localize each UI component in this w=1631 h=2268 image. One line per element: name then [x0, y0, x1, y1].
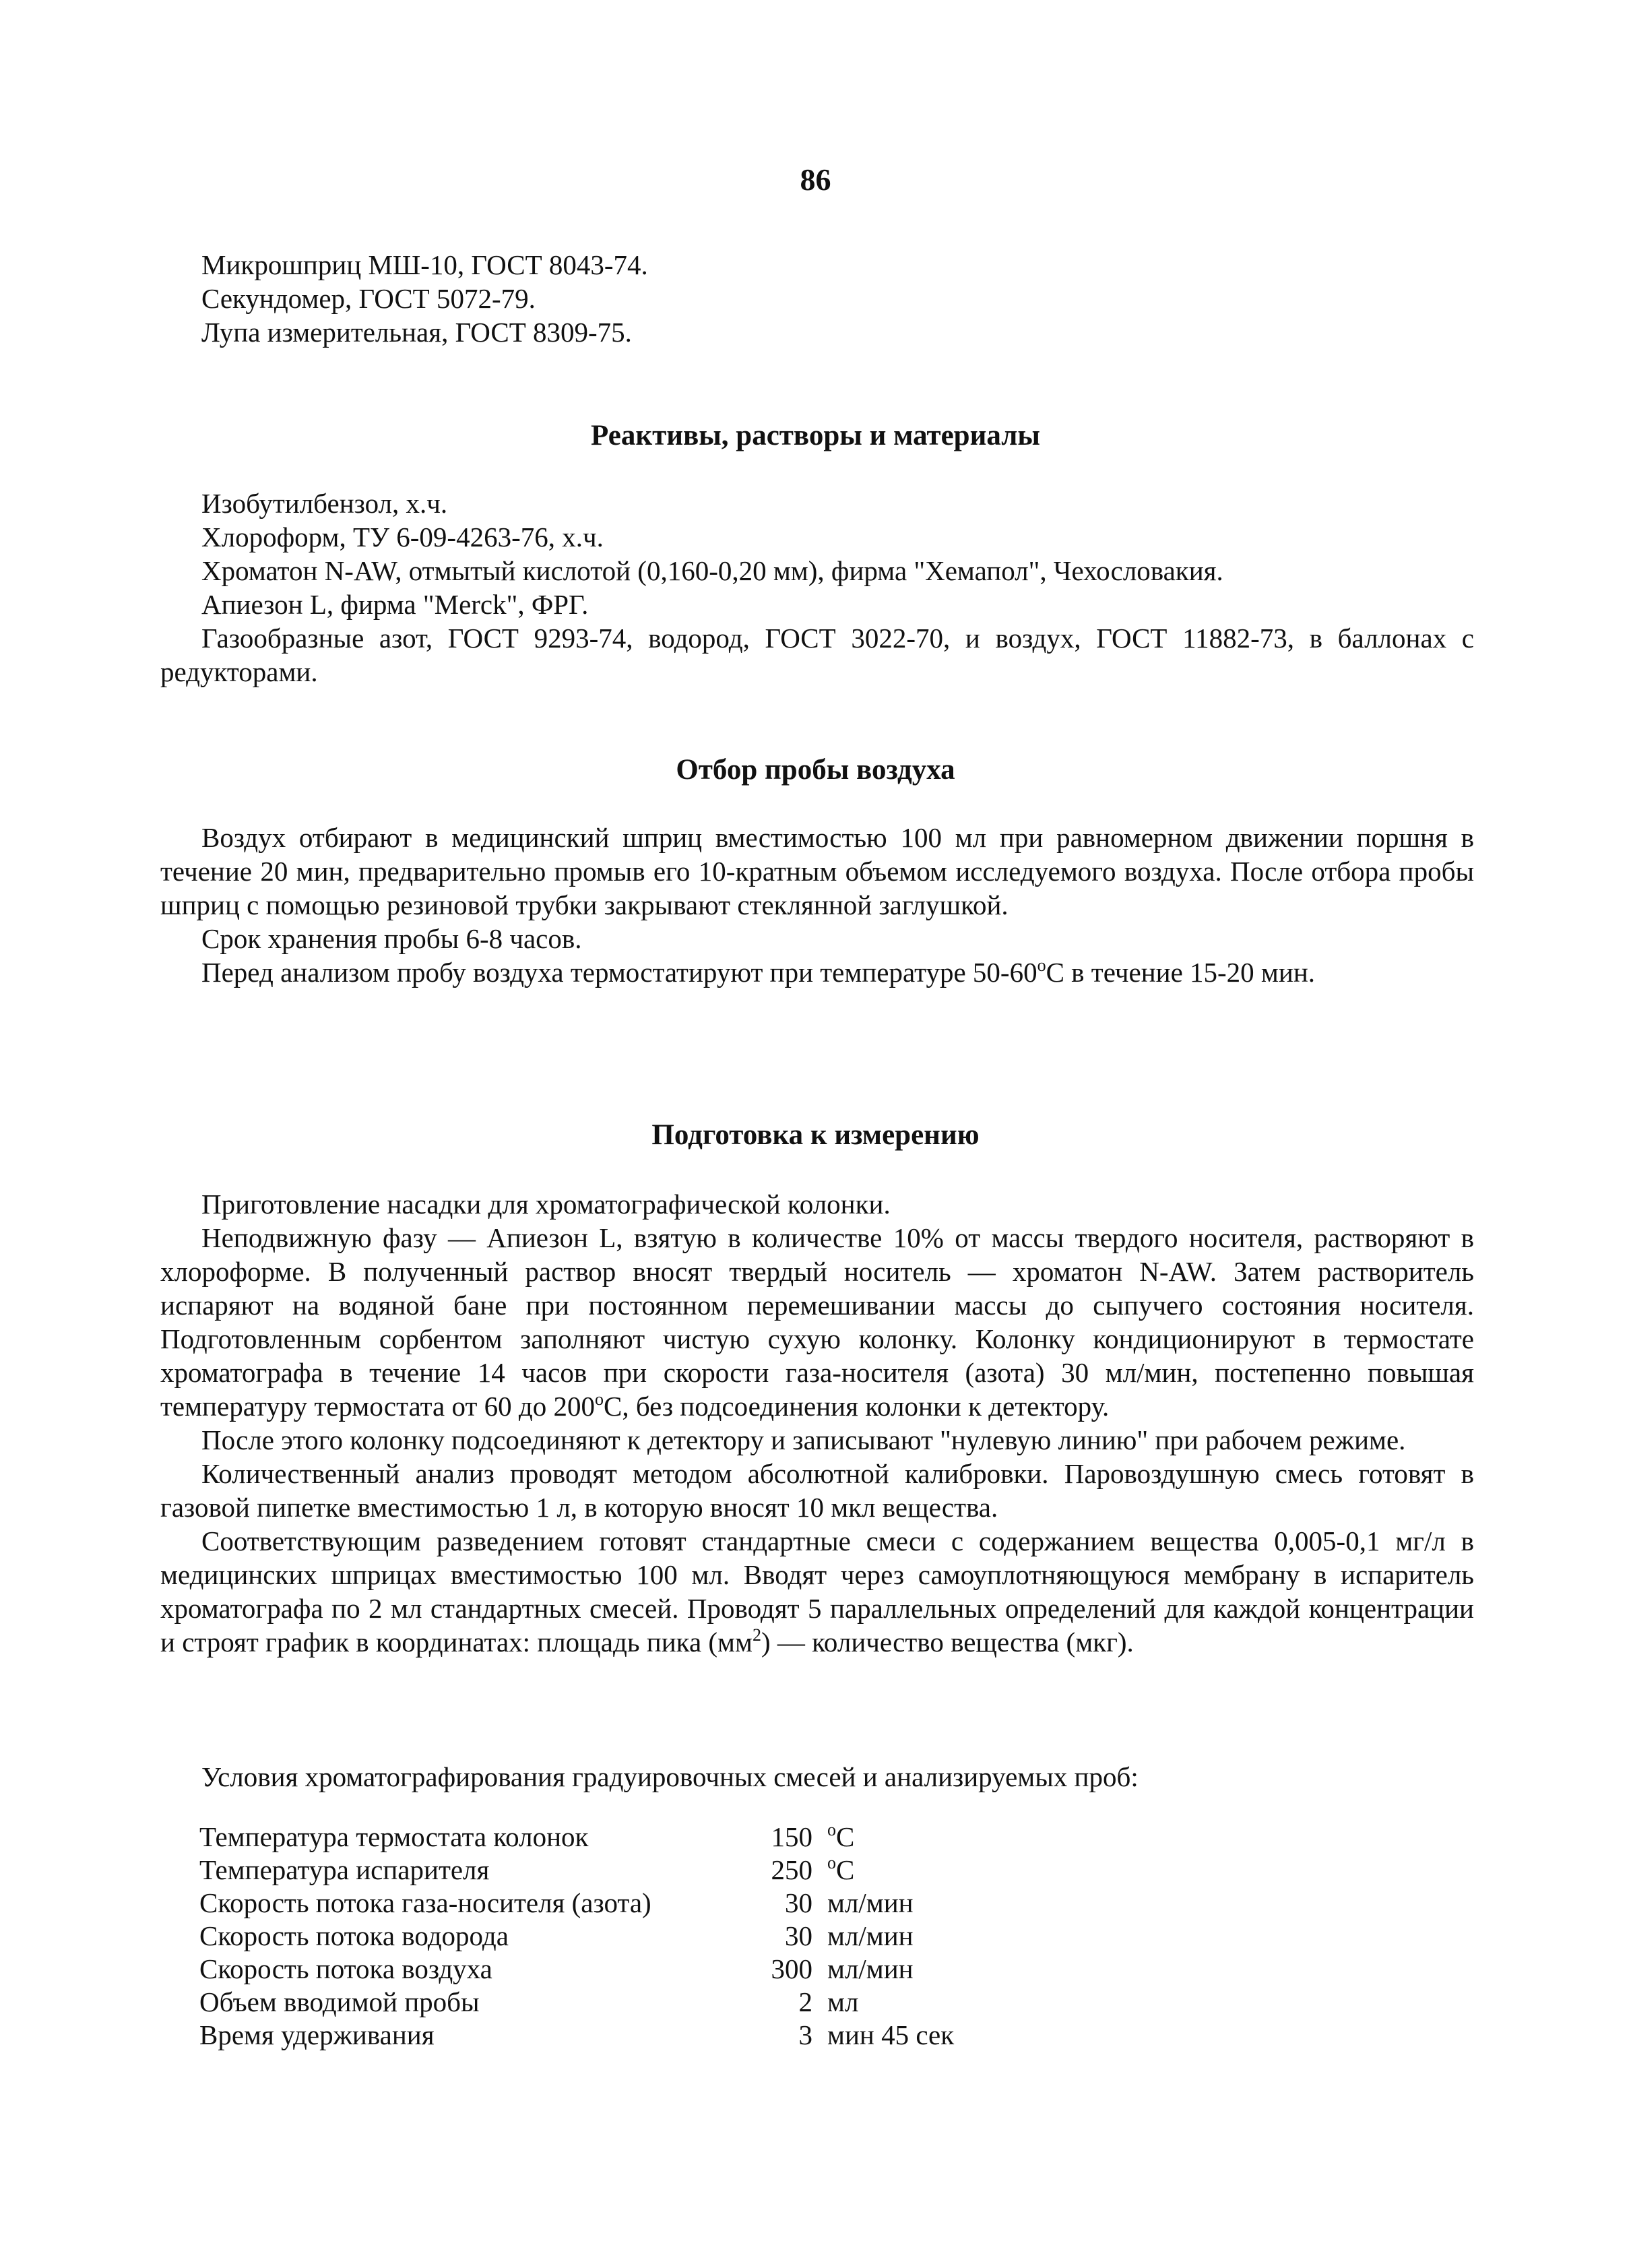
paragraph: Количественный анализ проводят методом абсолютной калибровки. Паровоздушную смесь готовят в газовой пипетке вместимостью 1 л, в которую вносят 10 мкл вещества.: [160, 1458, 1474, 1523]
section-heading-sampling: Отбор пробы воздуха: [676, 754, 955, 786]
reagent-item: Газообразные азот, ГОСТ 9293-74, водород, ГОСТ 3022-70, и воздух, ГОСТ 11882-73, в баллонах с редукторами.: [160, 623, 1474, 687]
condition-name: Скорость потока газа-носителя (азота): [199, 1887, 651, 1918]
conditions-intro: Условия хроматографирования градуировочных смесей и анализируемых проб:: [201, 1761, 1139, 1792]
table-row: [199, 1953, 954, 1986]
conditions-intro-block: [160, 1760, 1474, 1794]
condition-unit: $^о$С: [827, 1820, 855, 1852]
table-row: [199, 2019, 954, 2052]
condition-value: 150: [771, 1821, 812, 1852]
condition-value: 3: [798, 2019, 812, 2050]
conditions-table: [199, 1821, 954, 2052]
paragraph: Соответствующим разведением готовят стандартные смеси с содержанием вещества 0,005-0,1 мг/л в медицинских шприцах вместимостью 100 мл. Вводят через самоуплотняющуюся мембрану в испаритель хроматографа по 2 мл стандартных смесей. Проводят 5 параллельных определений для каждой концентрации и строят график в координатах: площадь пика $(мм^2)$ — количество вещества (мкг).: [160, 1525, 1474, 1658]
condition-name: Скорость потока воздуха: [199, 1953, 492, 1984]
condition-value: 250: [771, 1854, 812, 1885]
reagent-item: Апиезон L, фирма "Merck", ФРГ.: [201, 589, 589, 620]
condition-unit: мин 45 сек: [827, 2019, 955, 2050]
condition-unit: мл/мин: [827, 1887, 914, 1918]
table-row: [199, 1821, 954, 1854]
preparation-text: [160, 1187, 1474, 1659]
reagent-item: Хлороформ, ТУ 6-09-4263-76, х.ч.: [201, 522, 604, 553]
equipment-item: Микрошприц МШ-10, ГОСТ 8043-74.: [201, 249, 648, 280]
condition-unit: $^о$С: [827, 1853, 855, 1885]
paragraph: Воздух отбирают в медицинский шприц вместимостью 100 мл при равномерном движении поршня в течение 20 мин, предварительно промыв его 10-кратным объемом исследуемого воздуха. После отбора пробы шприц с помощью резиновой трубки закрывают стеклянной заглушкой.: [160, 822, 1474, 920]
paragraph: После этого колонку подсоединяют к детектору и записывают "нулевую линию" при рабочем режиме.: [201, 1424, 1406, 1455]
condition-value: 30: [785, 1920, 812, 1951]
condition-unit: мл/мин: [827, 1953, 914, 1984]
table-row: [199, 1854, 954, 1887]
equipment-item: Лупа измерительная, ГОСТ 8309-75.: [201, 317, 632, 348]
condition-unit: мл: [827, 1986, 859, 2017]
paragraph: Приготовление насадки для хроматографической колонки.: [201, 1189, 891, 1220]
equipment-list: [160, 248, 1474, 349]
table-row: [199, 1920, 954, 1953]
sampling-text: [160, 821, 1474, 989]
condition-name: Время удерживания: [199, 2019, 435, 2050]
condition-name: Скорость потока водорода: [199, 1920, 509, 1951]
condition-unit: мл/мин: [827, 1920, 914, 1951]
condition-name: Температура термостата колонок: [199, 1821, 589, 1852]
table-row: [199, 1887, 954, 1920]
condition-value: 2: [798, 1986, 812, 2017]
condition-name: Температура испарителя: [199, 1854, 490, 1885]
reagents-list: [160, 486, 1474, 689]
paragraph: Срок хранения пробы 6-8 часов.: [201, 923, 582, 954]
table-row: [199, 1986, 954, 2019]
equipment-item: Секундомер, ГОСТ 5072-79.: [201, 283, 536, 314]
section-heading-preparation: Подготовка к измерению: [651, 1119, 980, 1151]
reagent-item: Изобутилбензол, х.ч.: [201, 488, 448, 519]
section-heading-reagents: Реактивы, растворы и материалы: [591, 420, 1040, 451]
paragraph: Неподвижную фазу — Апиезон L, взятую в количестве 10% от массы твердого носителя, растворяют в хлороформе. В полученный раствор вносят твердый носитель — хроматон N-AW. Затем растворитель испаряют на водяной бане при постоянном перемешивании массы до сыпучего состояния носителя. Подготовленным сорбентом заполняют чистую сухую колонку. Колонку кондиционируют в термостате хроматографа в течение 14 часов при скорости газа-носителя (азота) 30 мл/мин, постепенно повышая температуру термостата от 60 до $200^оС$, без подсоединения колонки к детектору.: [160, 1222, 1474, 1422]
condition-value: 300: [771, 1953, 812, 1984]
reagent-item: Хроматон N-AW, отмытый кислотой (0,160-0,20 мм), фирма "Хемапол", Чехословакия.: [201, 555, 1223, 586]
condition-value: 30: [785, 1887, 812, 1918]
page-number: 86: [800, 162, 831, 197]
paragraph: Перед анализом пробу воздуха термостатируют при температуре $50-60^оС$ в течение 15-20 мин.: [201, 955, 1316, 988]
condition-name: Объем вводимой пробы: [199, 1986, 480, 2017]
